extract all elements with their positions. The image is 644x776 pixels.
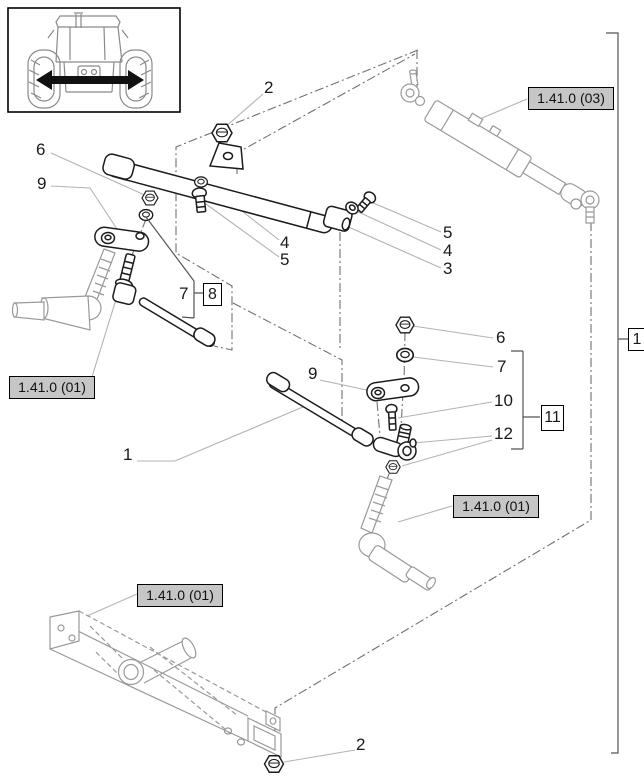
callout-2: 2 bbox=[356, 735, 366, 754]
ref-label-3[interactable]: 1.41.0 (01) bbox=[137, 584, 223, 607]
callout-2: 2 bbox=[264, 78, 274, 97]
callout-9: 9 bbox=[37, 174, 47, 193]
callout-5: 5 bbox=[280, 250, 290, 269]
callout-4: 4 bbox=[443, 241, 453, 260]
callout-ref-8[interactable]: 8 bbox=[203, 283, 222, 306]
callout-7: 7 bbox=[497, 357, 507, 376]
callout-10: 10 bbox=[494, 391, 513, 410]
callout-6: 6 bbox=[36, 140, 46, 159]
callout-7: 7 bbox=[179, 284, 189, 303]
ref-label-0[interactable]: 1.41.0 (03) bbox=[528, 87, 614, 110]
callout-ref-1[interactable]: 1 bbox=[628, 328, 644, 351]
callout-3: 3 bbox=[443, 259, 453, 278]
ref-label-1[interactable]: 1.41.0 (01) bbox=[9, 376, 95, 399]
callout-12: 12 bbox=[494, 424, 513, 443]
callout-ref-11[interactable]: 11 bbox=[541, 405, 564, 431]
callout-6: 6 bbox=[496, 328, 506, 347]
callout-4: 4 bbox=[280, 233, 290, 252]
callout-9: 9 bbox=[308, 364, 318, 383]
callout-1: 1 bbox=[123, 445, 133, 464]
ref-label-2[interactable]: 1.41.0 (01) bbox=[453, 495, 539, 518]
callout-5: 5 bbox=[443, 223, 453, 242]
